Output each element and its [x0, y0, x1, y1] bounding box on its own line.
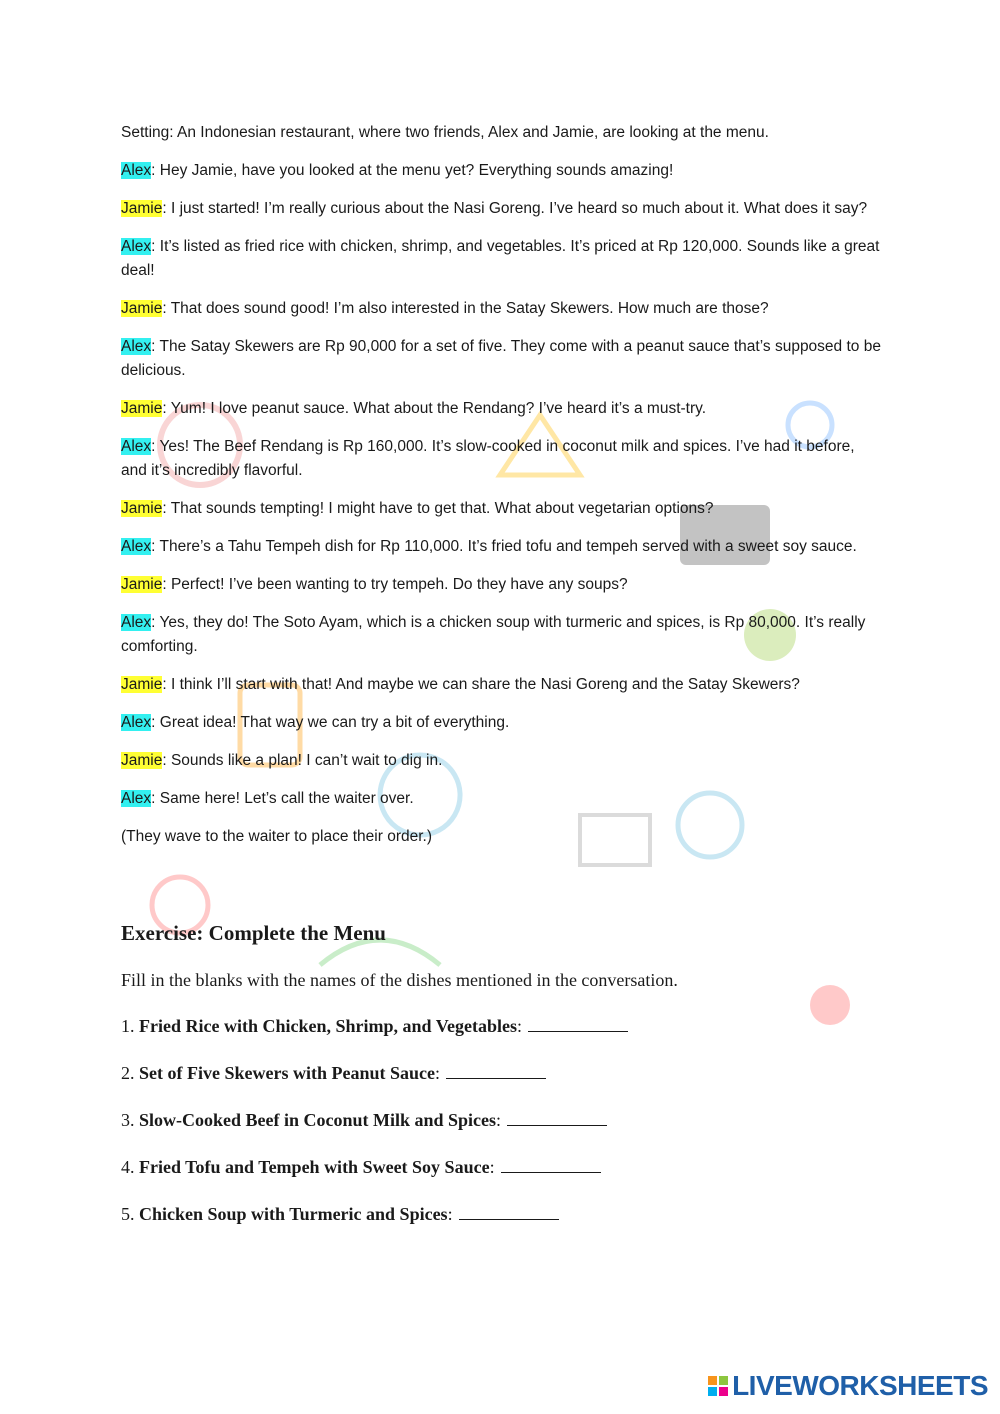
- dialogue-text: : Great idea! That way we can try a bit of everything.: [151, 714, 510, 731]
- exercise-item: [121, 1059, 881, 1087]
- item-number: 3.: [121, 1110, 135, 1130]
- dialogue-lines: [121, 159, 881, 811]
- dialogue-line: [121, 749, 881, 773]
- item-number: 2.: [121, 1063, 135, 1083]
- item-prompt: Fried Tofu and Tempeh with Sweet Soy Sauce: [139, 1157, 490, 1177]
- item-separator: :: [434, 1063, 440, 1083]
- item-number: 4.: [121, 1157, 135, 1177]
- dialogue-line: [121, 235, 881, 283]
- speaker-name: Alex: [121, 162, 152, 179]
- speaker-name: Alex: [121, 790, 152, 807]
- setting-text: Setting: An Indonesian restaurant, where two friends, Alex and Jamie, are looking at the menu.: [121, 124, 769, 141]
- dialogue-line: [121, 197, 881, 221]
- exercise-item: [121, 1012, 881, 1040]
- closing-text: (They wave to the waiter to place their order.): [121, 828, 433, 845]
- dialogue-line: [121, 335, 881, 383]
- speaker-name: Alex: [121, 538, 152, 555]
- dialogue-line: [121, 673, 881, 697]
- speaker-name: Jamie: [121, 752, 163, 769]
- dialogue-text: : Yes! The Beef Rendang is Rp 160,000. It’s slow-cooked in coconut milk and spices. I’ve had it before, and it’s incredibly flavorful.: [121, 438, 855, 479]
- exercise-item: [121, 1153, 881, 1181]
- dialogue-text: : It’s listed as fried rice with chicken, shrimp, and vegetables. It’s priced at Rp 120,000. Sounds like a great deal!: [121, 238, 880, 279]
- exercise-item: [121, 1106, 881, 1134]
- speaker-name: Alex: [121, 238, 152, 255]
- dialogue-line: [121, 535, 881, 559]
- exercise-title: Exercise: Complete the Menu: [121, 921, 386, 945]
- speaker-name: Jamie: [121, 300, 163, 317]
- speaker-name: Jamie: [121, 500, 163, 517]
- exercise-items: [121, 1012, 881, 1228]
- item-number: 1.: [121, 1016, 135, 1036]
- item-separator: :: [496, 1110, 502, 1130]
- exercise-instruction: Fill in the blanks with the names of the dishes mentioned in the conversation.: [121, 970, 678, 990]
- speaker-name: Jamie: [121, 400, 163, 417]
- dialogue-text: : Yes, they do! The Soto Ayam, which is a chicken soup with turmeric and spices, is Rp 80,000. It’s really comforting.: [121, 614, 866, 655]
- dialogue-text: : Yum! I love peanut sauce. What about the Rendang? I’ve heard it’s a must-try.: [162, 400, 707, 417]
- dialogue-line: [121, 711, 881, 735]
- answer-blank[interactable]: [459, 1201, 559, 1220]
- dialogue-line: [121, 159, 881, 183]
- dialogue-line: [121, 497, 881, 521]
- dialogue-text: : That does sound good! I’m also interested in the Satay Skewers. How much are those?: [162, 300, 769, 317]
- dialogue-text: : Sounds like a plan! I can’t wait to dig in.: [162, 752, 443, 769]
- dialogue-line: [121, 573, 881, 597]
- dialogue-line: [121, 611, 881, 659]
- answer-blank[interactable]: [501, 1154, 601, 1173]
- dialogue-line: [121, 787, 881, 811]
- item-prompt: Slow-Cooked Beef in Coconut Milk and Spices: [139, 1110, 497, 1130]
- item-separator: :: [517, 1016, 523, 1036]
- exercise-item: [121, 1200, 881, 1228]
- item-prompt: Set of Five Skewers with Peanut Sauce: [139, 1063, 435, 1083]
- dialogue-text: : The Satay Skewers are Rp 90,000 for a set of five. They come with a peanut sauce that’s supposed to be delicious.: [121, 338, 881, 379]
- item-prompt: Chicken Soup with Turmeric and Spices: [139, 1204, 448, 1224]
- speaker-name: Jamie: [121, 200, 163, 217]
- speaker-name: Jamie: [121, 576, 163, 593]
- dialogue-text: : Perfect! I’ve been wanting to try tempeh. Do they have any soups?: [162, 576, 628, 593]
- dialogue-text: : That sounds tempting! I might have to get that. What about vegetarian options?: [162, 500, 714, 517]
- item-prompt: Fried Rice with Chicken, Shrimp, and Vegetables: [139, 1016, 518, 1036]
- liveworksheets-logo: [708, 1370, 988, 1402]
- exercise-section: [121, 918, 881, 1247]
- speaker-name: Alex: [121, 338, 152, 355]
- dialogue-text: : Hey Jamie, have you looked at the menu yet? Everything sounds amazing!: [151, 162, 674, 179]
- answer-blank[interactable]: [446, 1060, 546, 1079]
- dialogue-line: [121, 297, 881, 321]
- dialogue-text: : I think I’ll start with that! And maybe we can share the Nasi Goreng and the Satay Skewers?: [162, 676, 800, 693]
- dialogue-text: : There’s a Tahu Tempeh dish for Rp 110,000. It’s fried tofu and tempeh served with a sweet soy sauce.: [151, 538, 857, 555]
- speaker-name: Alex: [121, 438, 152, 455]
- answer-blank[interactable]: [528, 1013, 628, 1032]
- dialogue-text: : I just started! I’m really curious about the Nasi Goreng. I’ve heard so much about it. What does it say?: [162, 200, 868, 217]
- answer-blank[interactable]: [507, 1107, 607, 1126]
- speaker-name: Jamie: [121, 676, 163, 693]
- logo-mark-icon: [708, 1376, 728, 1396]
- item-separator: :: [489, 1157, 495, 1177]
- item-separator: :: [447, 1204, 453, 1224]
- speaker-name: Alex: [121, 614, 152, 631]
- dialogue-section: [121, 121, 881, 863]
- dialogue-line: [121, 435, 881, 483]
- dialogue-text: : Same here! Let’s call the waiter over.: [151, 790, 414, 807]
- logo-text: LIVEWORKSHEETS: [732, 1370, 988, 1401]
- speaker-name: Alex: [121, 714, 152, 731]
- dialogue-line: [121, 397, 881, 421]
- item-number: 5.: [121, 1204, 135, 1224]
